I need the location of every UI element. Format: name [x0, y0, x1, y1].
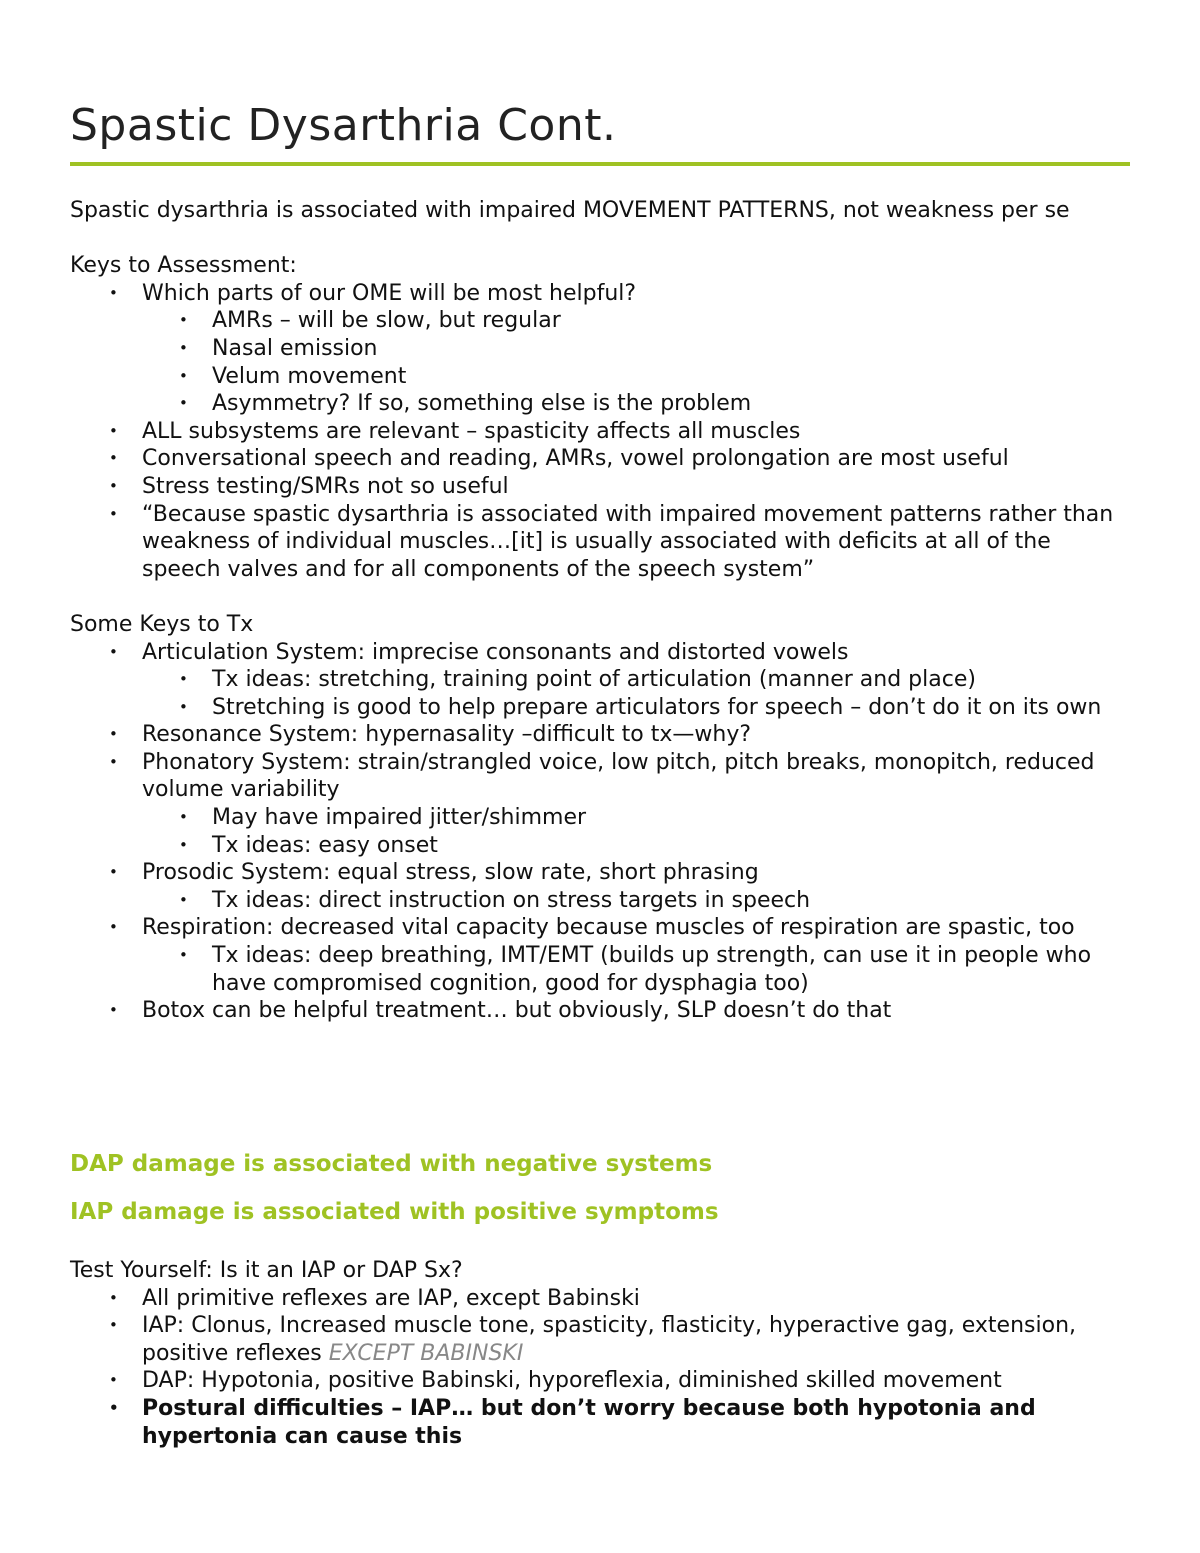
sub-list-item: • Stretching is good to help prepare articulators for speech – don’t do it on its own — [142, 694, 1135, 722]
list-item: • Botox can be helpful treatment… but obviously, SLP doesn’t do that — [70, 997, 1135, 1025]
sub-list-item: • AMRs – will be slow, but regular — [142, 307, 1135, 335]
quote-list-item: • “Because spastic dysarthria is associated with impaired movement patterns rather than weakness of individual muscles…[it] is usually associated with deficits at all of the speech valves and for all components of the speech system” — [70, 501, 1135, 584]
sub-list-item: • May have impaired jitter/shimmer — [142, 804, 1135, 832]
spacer — [70, 225, 1135, 253]
list-item — [70, 280, 1135, 418]
test-heading: Test Yourself: Is it an IAP or DAP Sx? — [70, 1258, 463, 1283]
list-item-text: Respiration: decreased vital capacity because muscles of respiration are spastic, too — [142, 915, 1075, 941]
sub-list-item: • Tx ideas: direct instruction on stress targets in speech — [142, 887, 1135, 915]
treatment-heading: Some Keys to Tx — [70, 611, 254, 637]
list-item — [70, 859, 1135, 914]
list-item — [70, 639, 1135, 722]
title-underline — [70, 162, 1130, 166]
list-item: • Stress testing/SMRs not so useful — [70, 473, 1135, 501]
assessment-list — [70, 280, 1135, 584]
dap-heading: DAP damage is associated with negative systems — [70, 1151, 713, 1177]
list-item: • ALL subsystems are relevant – spasticity affects all muscles — [70, 418, 1135, 446]
page-title: Spastic Dysarthria Cont. — [70, 100, 617, 151]
spacer — [70, 583, 1135, 611]
list-item — [70, 1312, 1135, 1367]
list-item-text: Articulation System: imprecise consonants and distorted vowels — [142, 639, 849, 665]
sub-list-item: • Nasal emission — [142, 335, 1135, 363]
sub-list-item: • Asymmetry? If so, something else is the problem — [142, 390, 1135, 418]
list-item-text: Phonatory System: strain/strangled voice, low pitch, pitch breaks, monopitch, reduced volume variability — [142, 749, 1095, 803]
sub-list — [142, 666, 1135, 721]
treatment-list — [70, 639, 1135, 1025]
test-list — [70, 1285, 1135, 1451]
list-item — [70, 749, 1135, 859]
assessment-heading: Keys to Assessment: — [70, 253, 297, 279]
test-section — [70, 1257, 1135, 1450]
bold-list-item: • Postural difficulties – IAP… but don’t worry because both hypotonia and hypertonia can cause this — [70, 1395, 1135, 1450]
list-item — [70, 914, 1135, 997]
list-item-text: Prosodic System: equal stress, slow rate, short phrasing — [142, 860, 759, 886]
sub-list-item: • Tx ideas: stretching, training point of articulation (manner and place) — [142, 666, 1135, 694]
main-content — [70, 197, 1135, 1025]
iap-heading: IAP damage is associated with positive symptoms — [70, 1199, 719, 1225]
list-item-text: IAP: Clonus, Increased muscle tone, spasticity, flasticity, hyperactive gag, extension, positive reflexes — [142, 1313, 1077, 1366]
sub-list-item: • Velum movement — [142, 363, 1135, 391]
list-item: • DAP: Hypotonia, positive Babinski, hyporeflexia, diminished skilled movement — [70, 1367, 1135, 1395]
sub-list-item: • Tx ideas: deep breathing, IMT/EMT (builds up strength, can use it in people who have compromised cognition, good for dysphagia too) — [142, 942, 1135, 997]
list-item: • All primitive reflexes are IAP, except Babinski — [70, 1285, 1135, 1313]
list-item: • Resonance System: hypernasality –difficult to tx—why? — [70, 721, 1135, 749]
sub-list — [142, 942, 1135, 997]
sub-list — [142, 804, 1135, 859]
except-babinski-note: EXCEPT BABINSKI — [328, 1340, 524, 1366]
sub-list-item: • Tx ideas: easy onset — [142, 832, 1135, 860]
sub-list — [142, 887, 1135, 915]
list-item: • Conversational speech and reading, AMRs, vowel prolongation are most useful — [70, 445, 1135, 473]
intro-paragraph: Spastic dysarthria is associated with impaired MOVEMENT PATTERNS, not weakness per se — [70, 198, 1070, 223]
sub-list — [142, 307, 1135, 417]
list-item-text: Which parts of our OME will be most helpful? — [142, 280, 637, 306]
